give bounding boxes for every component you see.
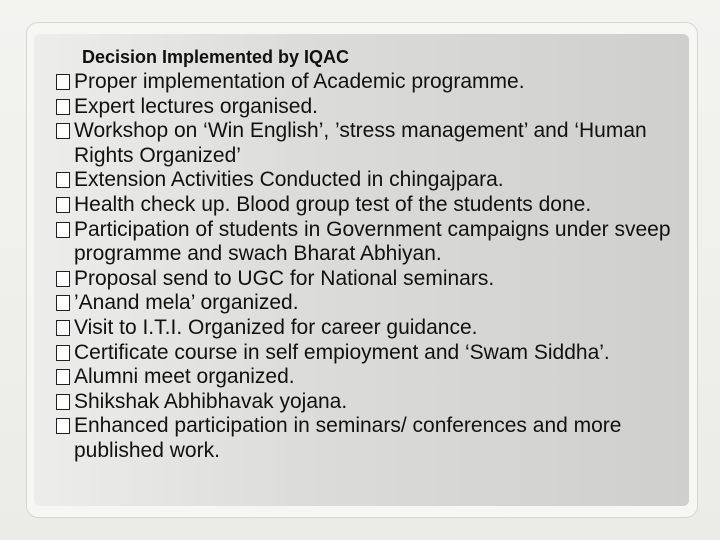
list-item <box>56 193 696 218</box>
list-item <box>56 267 696 292</box>
checkbox-bullet-icon <box>56 394 70 410</box>
list-item <box>56 341 696 366</box>
list-item-text: Enhanced participation in seminars/ conferences and more published work. <box>74 414 622 462</box>
list-item <box>56 414 696 463</box>
list-item-text: ’Anand mela’ organized. <box>74 291 299 315</box>
checkbox-bullet-icon <box>56 295 70 311</box>
list-item-text: Workshop on ‘Win English’, ’stress management’ and ‘Human Rights Organized’ <box>74 119 647 167</box>
list-item-text: Visit to I.T.I. Organized for career guidance. <box>74 315 478 339</box>
list-item-text: Certificate course in self empioyment and ‘Swam Siddha’. <box>74 340 610 364</box>
list-item-text: Shikshak Abhibhavak yojana. <box>74 389 348 413</box>
list-item-text: Participation of students in Government campaigns under sveep programme and swach Bharat Abhiyan. <box>74 217 671 266</box>
bullet-list <box>56 70 696 464</box>
list-item <box>56 291 696 316</box>
list-item <box>56 168 696 193</box>
checkbox-bullet-icon <box>56 123 70 139</box>
slide-title: Decision Implemented by IQAC <box>82 47 350 67</box>
list-item-text: Health check up. Blood group test of the students done. <box>74 192 592 216</box>
checkbox-bullet-icon <box>56 320 70 336</box>
checkbox-bullet-icon <box>56 74 70 90</box>
list-item-text: Alumni meet organized. <box>74 365 295 389</box>
checkbox-bullet-icon <box>56 271 70 287</box>
list-item-text: Proposal send to UGC for National seminars. <box>74 266 495 290</box>
list-item <box>56 316 696 341</box>
checkbox-bullet-icon <box>56 197 70 213</box>
checkbox-bullet-icon <box>56 172 70 188</box>
checkbox-bullet-icon <box>56 369 70 385</box>
checkbox-bullet-icon <box>56 99 70 115</box>
list-item-text: Proper implementation of Academic programme. <box>74 70 525 93</box>
list-item <box>56 365 696 390</box>
list-item <box>56 218 696 267</box>
list-item <box>56 119 696 168</box>
checkbox-bullet-icon <box>56 418 70 434</box>
list-item-text: Extension Activities Conducted in chingajpara. <box>74 168 504 192</box>
list-item-text: Expert lectures organised. <box>74 94 318 118</box>
checkbox-bullet-icon <box>56 345 70 361</box>
list-item <box>56 70 696 95</box>
list-item <box>56 95 696 120</box>
checkbox-bullet-icon <box>56 222 70 238</box>
list-item <box>56 390 696 415</box>
